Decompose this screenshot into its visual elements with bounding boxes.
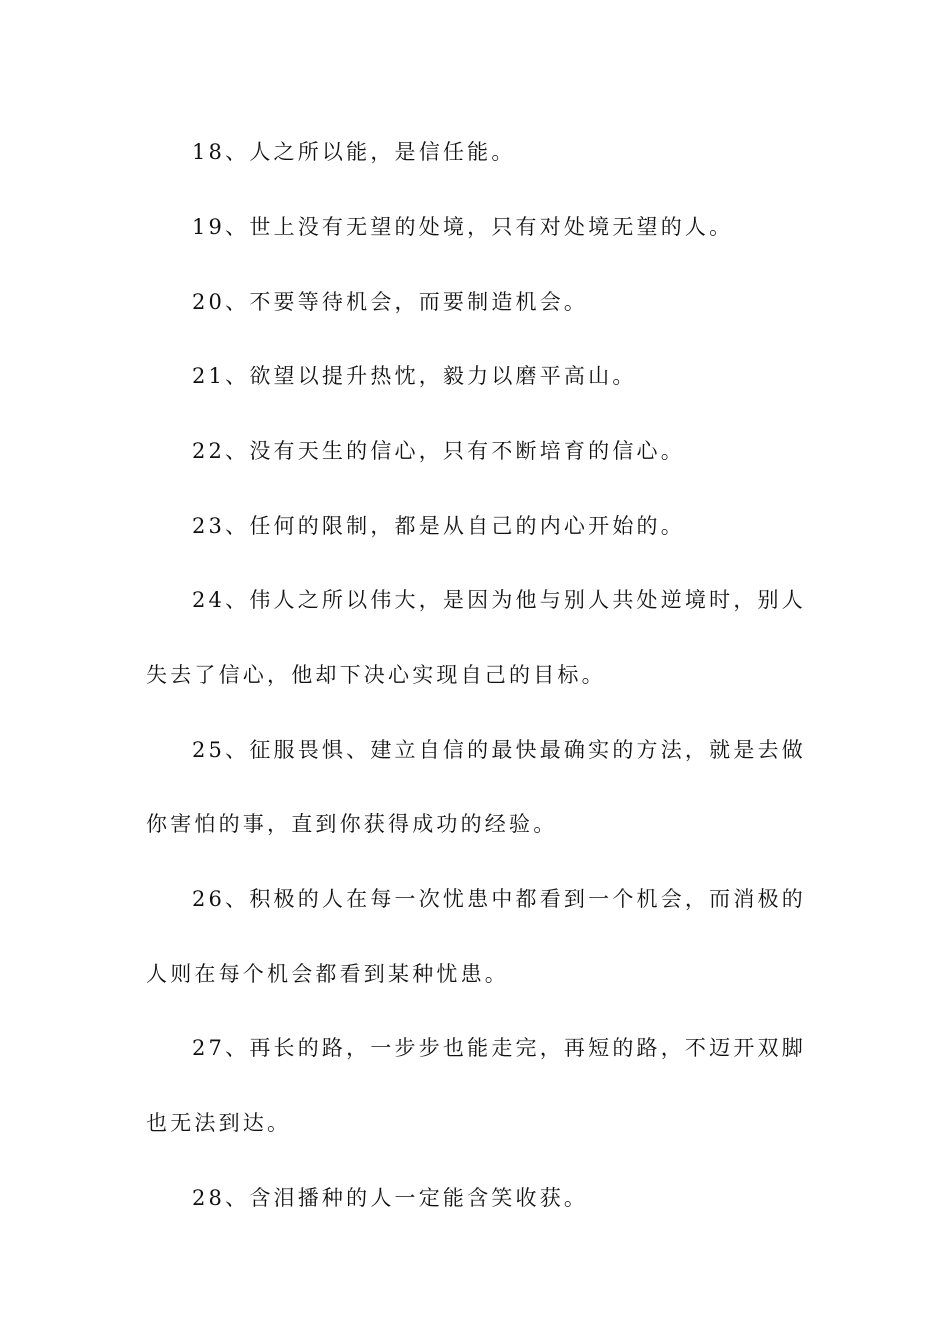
paragraph-18: 18、人之所以能，是信任能。 [192, 140, 516, 164]
paragraph-25-line-1: 25、征服畏惧、建立自信的最快最确实的方法，就是去做 [192, 738, 806, 762]
paragraph-19: 19、世上没有无望的处境，只有对处境无望的人。 [192, 215, 734, 239]
paragraph-21: 21、欲望以提升热忱，毅力以磨平高山。 [192, 364, 637, 388]
paragraph-25-line-2: 你害怕的事，直到你获得成功的经验。 [146, 812, 558, 836]
paragraph-27-line-2: 也无法到达。 [146, 1111, 292, 1135]
paragraph-24-line-1: 24、伟人之所以伟大，是因为他与别人共处逆境时，别人 [192, 588, 806, 612]
paragraph-27-line-1: 27、再长的路，一步步也能走完，再短的路，不迈开双脚 [192, 1036, 806, 1060]
paragraph-28: 28、含泪播种的人一定能含笑收获。 [192, 1186, 589, 1210]
paragraph-22: 22、没有天生的信心，只有不断培育的信心。 [192, 439, 685, 463]
paragraph-26-line-2: 人则在每个机会都看到某种忧患。 [146, 962, 509, 986]
paragraph-24-line-2: 失去了信心，他却下决心实现自己的目标。 [146, 663, 606, 687]
paragraph-20: 20、不要等待机会，而要制造机会。 [192, 290, 589, 314]
paragraph-23: 23、任何的限制，都是从自己的内心开始的。 [192, 514, 685, 538]
paragraph-26-line-1: 26、积极的人在每一次忧患中都看到一个机会，而消极的 [192, 887, 806, 911]
